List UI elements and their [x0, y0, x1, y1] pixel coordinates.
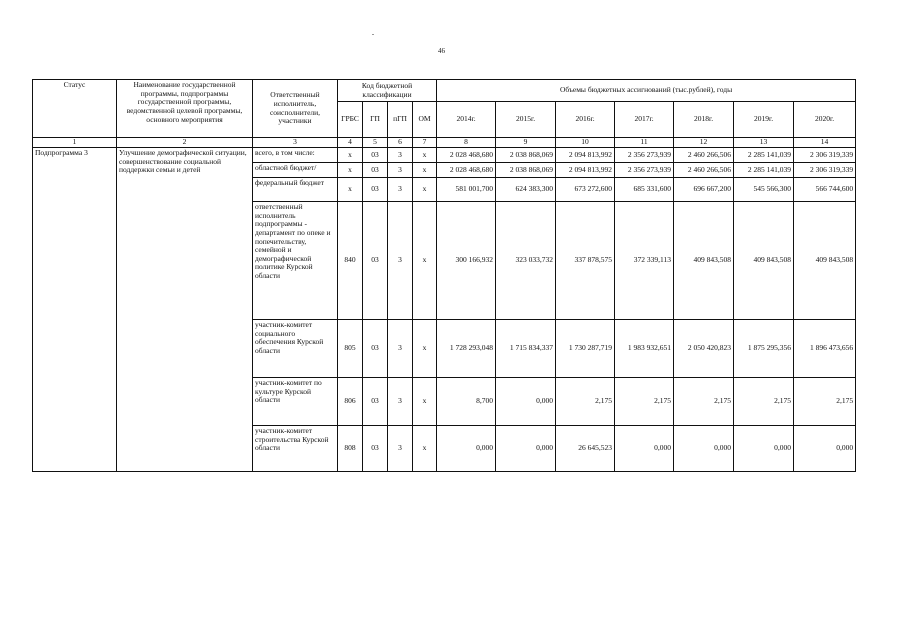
header-status: Статус: [33, 80, 117, 138]
value-cell: 2 028 468,680: [437, 148, 496, 163]
value-cell: 2,175: [674, 378, 734, 426]
header-code-pgp: пГП: [388, 102, 413, 138]
table-row: [33, 148, 856, 163]
code-cell: 840: [338, 202, 363, 320]
value-cell: 1 896 473,656: [794, 320, 856, 378]
column-index: 2: [117, 138, 253, 148]
value-cell: 0,000: [615, 426, 674, 472]
value-cell: 566 744,600: [794, 178, 856, 202]
value-cell: 2 306 319,339: [794, 148, 856, 163]
code-cell: х: [413, 320, 437, 378]
header-year: 2020г.: [794, 102, 856, 138]
value-cell: 2 356 273,939: [615, 163, 674, 178]
value-cell: 2 306 319,339: [794, 163, 856, 178]
code-cell: 806: [338, 378, 363, 426]
header-code-gp: ГП: [363, 102, 388, 138]
column-index: 5: [363, 138, 388, 148]
executor-cell: участник-комитет строительства Курской области: [253, 426, 338, 472]
program-name-cell: Улучшение демографической ситуации, совершенствование социальной поддержки семьи и детей: [117, 148, 253, 472]
code-cell: х: [338, 178, 363, 202]
value-cell: 337 878,575: [556, 202, 615, 320]
executor-cell: участник-комитет социального обеспечения Курской области: [253, 320, 338, 378]
value-cell: 2,175: [615, 378, 674, 426]
column-index: 1: [33, 138, 117, 148]
value-cell: 2 028 468,680: [437, 163, 496, 178]
value-cell: 1 715 834,337: [496, 320, 556, 378]
value-cell: 696 667,200: [674, 178, 734, 202]
value-cell: 409 843,508: [734, 202, 794, 320]
value-cell: 685 331,600: [615, 178, 674, 202]
code-cell: 3: [388, 426, 413, 472]
column-index: 12: [674, 138, 734, 148]
column-index: 11: [615, 138, 674, 148]
value-cell: 581 001,700: [437, 178, 496, 202]
column-index: 10: [556, 138, 615, 148]
code-cell: 3: [388, 178, 413, 202]
executor-cell: областной бюджет/: [253, 163, 338, 178]
value-cell: 545 566,300: [734, 178, 794, 202]
column-index: 14: [794, 138, 856, 148]
code-cell: х: [413, 426, 437, 472]
scan-speck: [372, 34, 374, 35]
code-cell: 03: [363, 178, 388, 202]
code-cell: х: [338, 163, 363, 178]
value-cell: 2 285 141,039: [734, 163, 794, 178]
value-cell: 1 728 293,048: [437, 320, 496, 378]
value-cell: 2 094 813,992: [556, 163, 615, 178]
value-cell: 0,000: [437, 426, 496, 472]
header-budget-code: Код бюджетной классификации: [338, 80, 437, 102]
code-cell: х: [413, 148, 437, 163]
header-name: Наименование государственной программы, подпрограммы государственной программы, ведомственной целевой программы, основного мероприятия: [117, 80, 253, 138]
code-cell: 805: [338, 320, 363, 378]
code-cell: 808: [338, 426, 363, 472]
code-cell: 3: [388, 320, 413, 378]
header-code-om: ОМ: [413, 102, 437, 138]
code-cell: х: [413, 178, 437, 202]
code-cell: х: [413, 163, 437, 178]
value-cell: 2 038 868,069: [496, 163, 556, 178]
value-cell: 673 272,600: [556, 178, 615, 202]
value-cell: 372 339,113: [615, 202, 674, 320]
header-volumes: Объемы бюджетных ассигнований (тыс.рублей), годы: [437, 80, 856, 102]
value-cell: 2,175: [734, 378, 794, 426]
column-index: 7: [413, 138, 437, 148]
code-cell: 03: [363, 426, 388, 472]
value-cell: 2 285 141,039: [734, 148, 794, 163]
column-index: 4: [338, 138, 363, 148]
code-cell: 3: [388, 378, 413, 426]
code-cell: 3: [388, 148, 413, 163]
code-cell: 03: [363, 320, 388, 378]
column-index: 13: [734, 138, 794, 148]
value-cell: 2 050 420,823: [674, 320, 734, 378]
header-code-grbs: ГРБС: [338, 102, 363, 138]
header-year: 2014г.: [437, 102, 496, 138]
value-cell: 0,000: [794, 426, 856, 472]
value-cell: 2,175: [794, 378, 856, 426]
value-cell: 2 460 266,506: [674, 163, 734, 178]
budget-table: [32, 79, 856, 472]
value-cell: 0,000: [674, 426, 734, 472]
code-cell: х: [413, 378, 437, 426]
status-cell: Подпрограмма 3: [33, 148, 117, 472]
header-year: 2019г.: [734, 102, 794, 138]
value-cell: 2 038 868,069: [496, 148, 556, 163]
value-cell: 0,000: [496, 426, 556, 472]
column-index: 6: [388, 138, 413, 148]
value-cell: 323 033,732: [496, 202, 556, 320]
value-cell: 2 356 273,939: [615, 148, 674, 163]
value-cell: 624 383,300: [496, 178, 556, 202]
executor-cell: участник-комитет по культуре Курской области: [253, 378, 338, 426]
value-cell: 409 843,508: [794, 202, 856, 320]
header-executor: Ответственный исполнитель, соисполнители, участники: [253, 80, 338, 138]
value-cell: 26 645,523: [556, 426, 615, 472]
header-year: 2017г.: [615, 102, 674, 138]
column-index: 3: [253, 138, 338, 148]
code-cell: х: [338, 148, 363, 163]
value-cell: 409 843,508: [674, 202, 734, 320]
column-index-row: [33, 138, 856, 148]
value-cell: 0,000: [734, 426, 794, 472]
executor-cell: федеральный бюджет: [253, 178, 338, 202]
value-cell: 1 875 295,356: [734, 320, 794, 378]
value-cell: 1 983 932,651: [615, 320, 674, 378]
header-year: 2018г.: [674, 102, 734, 138]
executor-cell: всего, в том числе:: [253, 148, 338, 163]
code-cell: 03: [363, 148, 388, 163]
header-year: 2016г.: [556, 102, 615, 138]
executor-cell: ответственный исполнитель подпрограммы - департамент по опеке и попечительству, семейной и демографической политике Курской области: [253, 202, 338, 320]
value-cell: 0,000: [496, 378, 556, 426]
code-cell: 3: [388, 163, 413, 178]
value-cell: 2 460 266,506: [674, 148, 734, 163]
column-index: 9: [496, 138, 556, 148]
code-cell: х: [413, 202, 437, 320]
code-cell: 03: [363, 202, 388, 320]
code-cell: 03: [363, 163, 388, 178]
value-cell: 1 730 287,719: [556, 320, 615, 378]
page-number: 46: [438, 47, 445, 55]
code-cell: 03: [363, 378, 388, 426]
value-cell: 2,175: [556, 378, 615, 426]
column-index: 8: [437, 138, 496, 148]
value-cell: 8,700: [437, 378, 496, 426]
header-year: 2015г.: [496, 102, 556, 138]
value-cell: 300 166,932: [437, 202, 496, 320]
value-cell: 2 094 813,992: [556, 148, 615, 163]
code-cell: 3: [388, 202, 413, 320]
